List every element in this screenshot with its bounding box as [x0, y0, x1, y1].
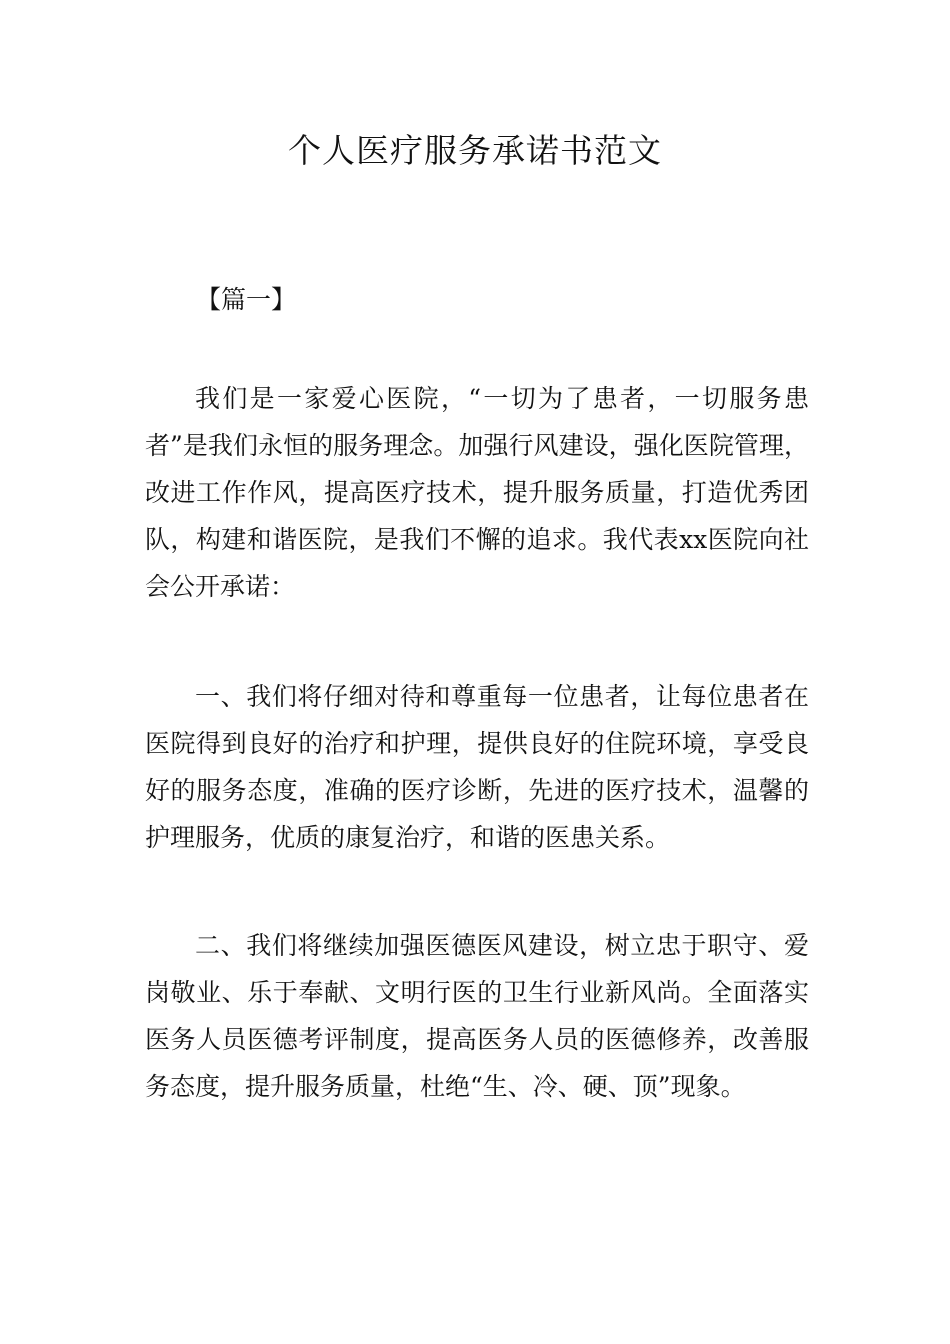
- paragraph-intro: 我们是一家爱心医院，“一切为了患者，一切服务患者”是我们永恒的服务理念。加强行风建设，强化医院管理，改进工作作风，提高医疗技术，提升服务质量，打造优秀团队，构建和谐医院，是我们不懈的追求。我代表xx医院向社会公开承诺：: [145, 384, 809, 601]
- section-label: 【篇一】: [196, 285, 297, 314]
- document-title: 个人医疗服务承诺书范文: [288, 131, 662, 170]
- paragraph-commitment-two: 二、我们将继续加强医德医风建设，树立忠于职守、爱岗敬业、乐于奉献、文明行医的卫生行业新风尚。全面落实医务人员医德考评制度，提高医务人员的医德修养，改善服务态度，提升服务质量，杜绝“生、冷、硬、顶”现象。: [145, 931, 809, 1101]
- paragraph-commitment-one: 一、我们将仔细对待和尊重每一位患者，让每位患者在医院得到良好的治疗和护理，提供良好的住院环境，享受良好的服务态度，准确的医疗诊断，先进的医疗技术，温馨的护理服务，优质的康复治疗，和谐的医患关系。: [145, 682, 809, 852]
